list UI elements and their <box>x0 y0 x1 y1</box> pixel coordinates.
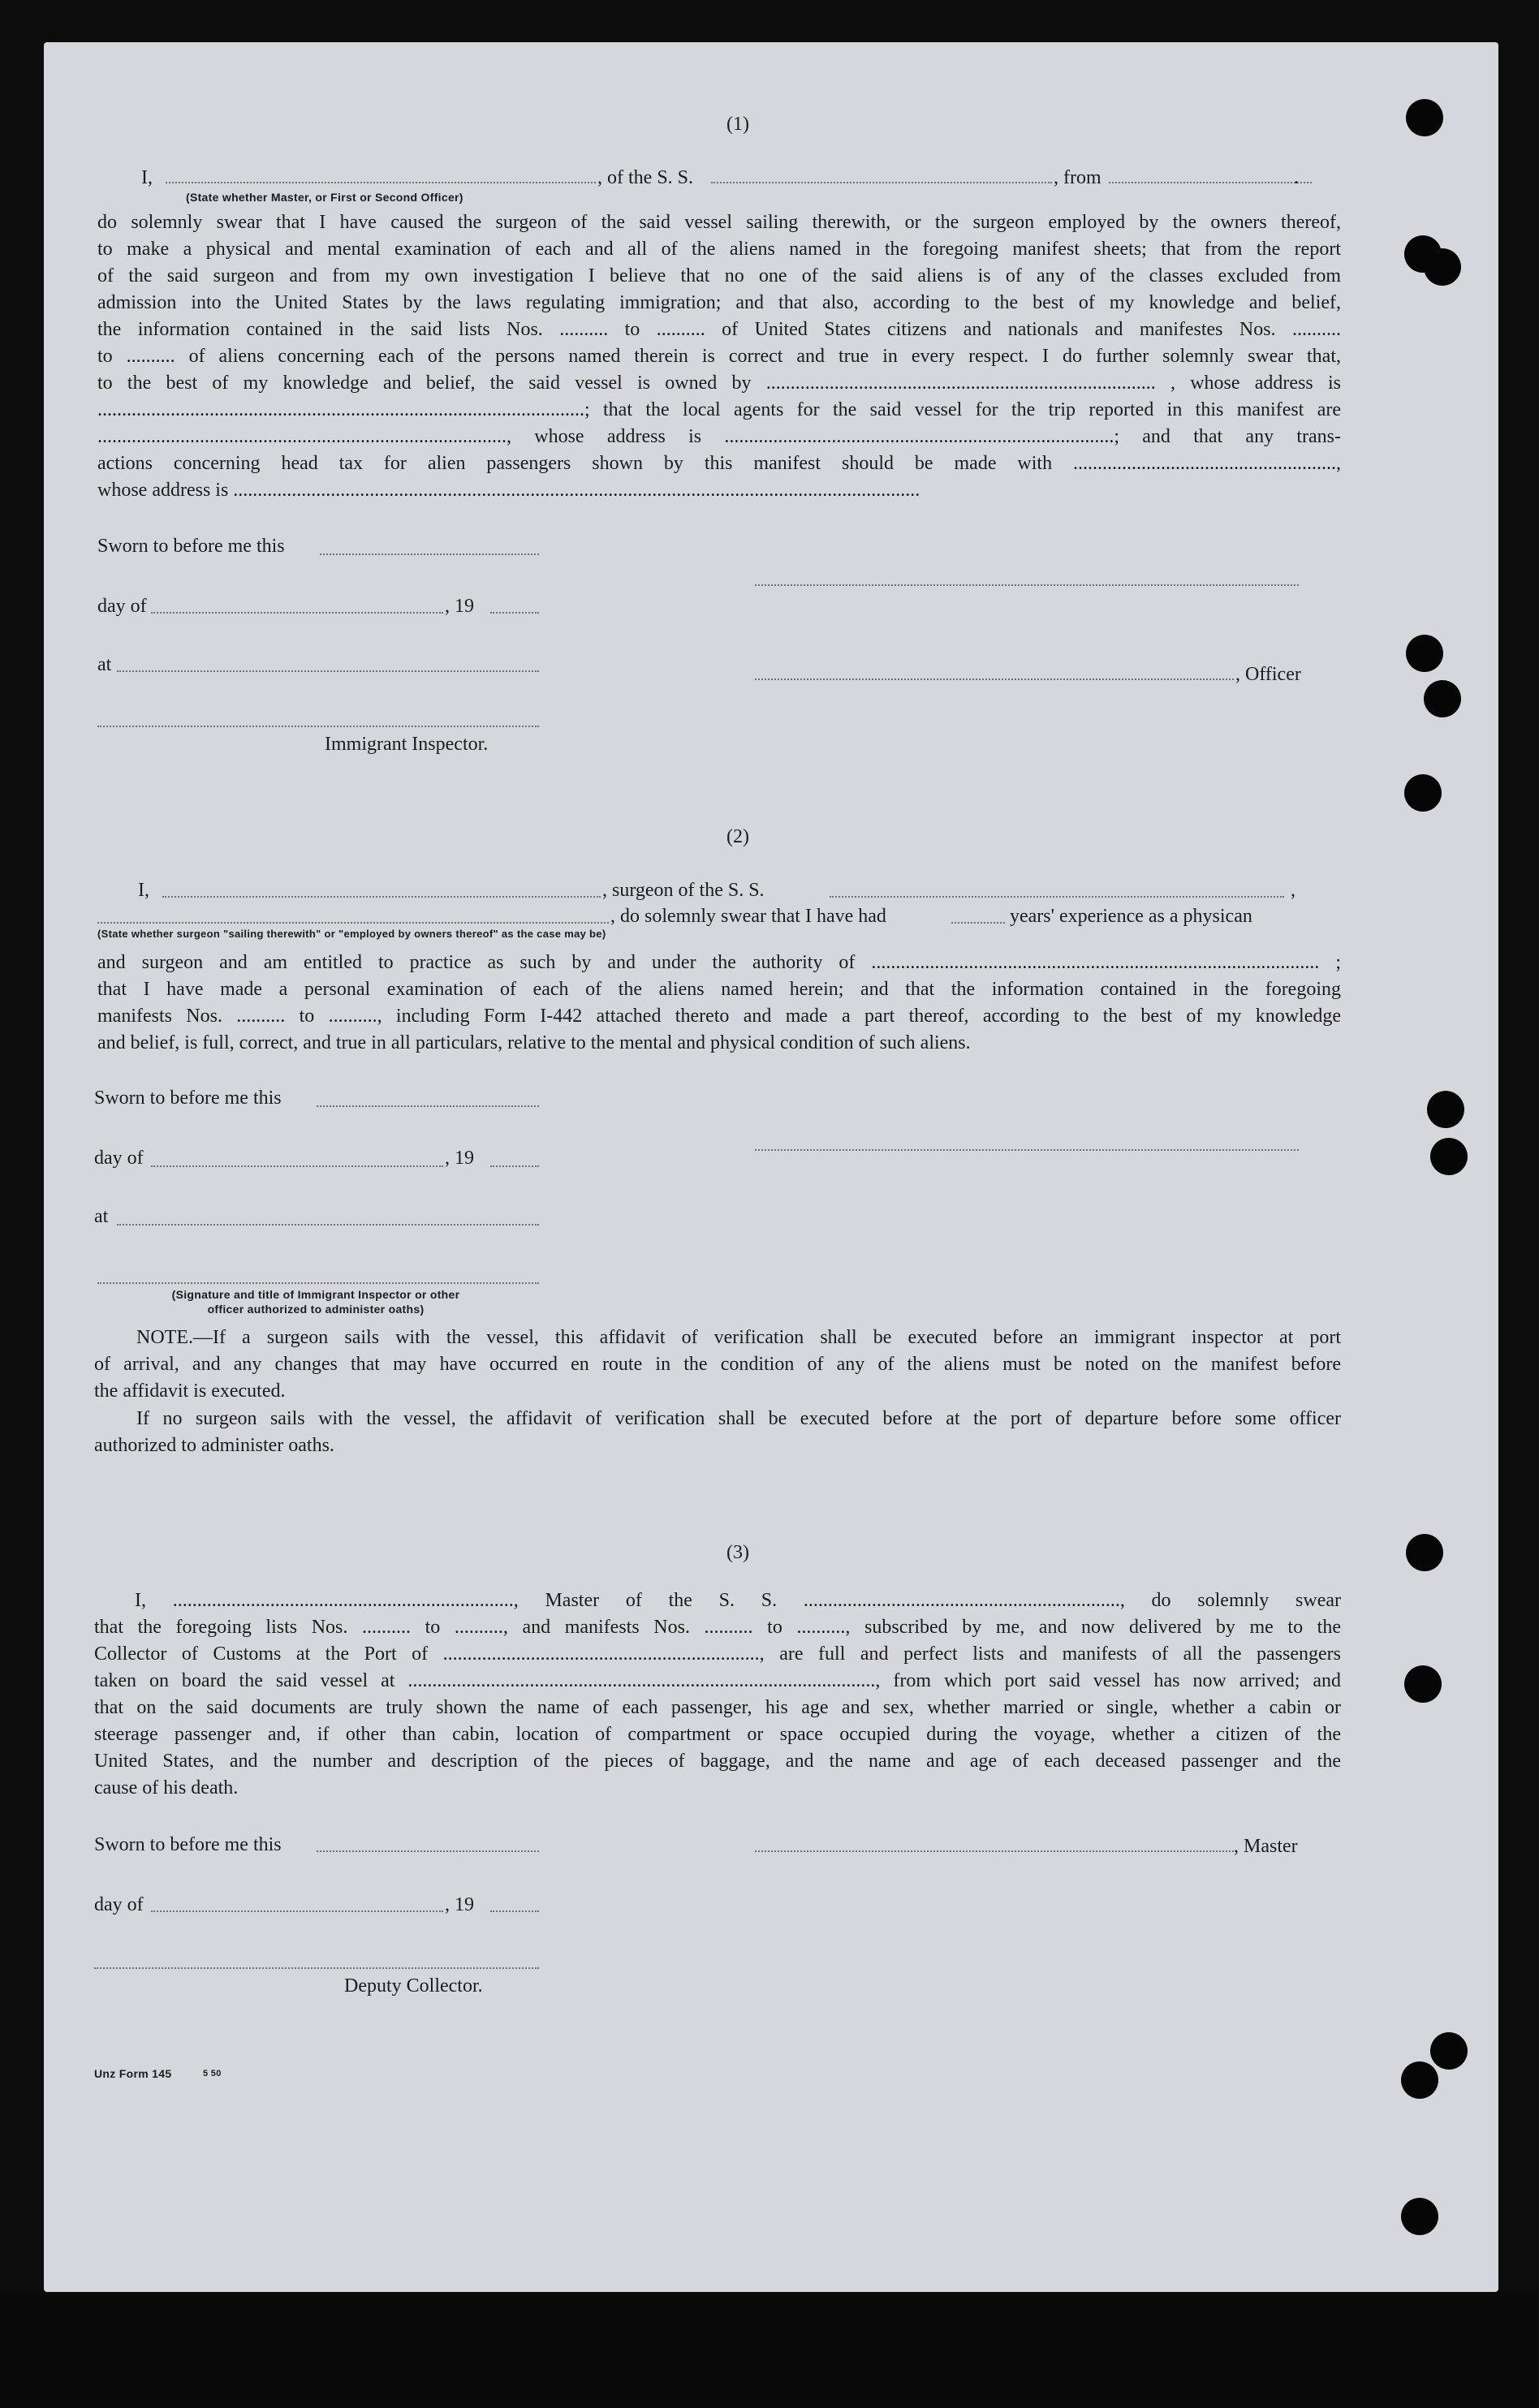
s1-body-line: ....................................................................................................; that the local agents for the said vessel for the trip reported in this manifest are <box>97 399 1341 420</box>
section-3-number: (3) <box>726 1542 749 1563</box>
s3-collector-label: Deputy Collector. <box>344 1975 483 1997</box>
s3-collector-line <box>94 1967 539 1969</box>
s1-officer-name-line <box>755 678 1234 680</box>
s2-swear-label: , do solemnly swear that I have had <box>610 906 886 927</box>
s2-surgeon-note: (State whether surgeon "sailing therewith" or "employed by owners thereof" as the case may be) <box>97 928 606 940</box>
scan-border <box>0 2292 1539 2408</box>
s3-body-line: that the foregoing lists Nos. .......... to .........., and manifests Nos. .......... to .........., subscribed by me, and now delivered by me to the <box>94 1617 1341 1638</box>
punch-hole <box>1406 635 1443 672</box>
s3-year-blank <box>490 1910 539 1912</box>
s1-i-label: I, <box>141 167 153 188</box>
note-paragraph-1 <box>94 1325 1341 1405</box>
punch-hole <box>1427 1091 1464 1128</box>
s3-body-line: cause of his death. <box>94 1777 239 1798</box>
s2-line-end: , <box>1291 880 1295 901</box>
punch-hole <box>1406 99 1443 136</box>
s1-inspector-label: Immigrant Inspector. <box>325 734 489 755</box>
s1-from-label: , from <box>1054 167 1101 188</box>
s1-body-line: do solemnly swear that I have caused the surgeon of the said vessel sailing therewith, or the surgeon employed by the owners thereof, <box>97 212 1341 233</box>
s2-surgeon-signature-line <box>755 1149 1299 1151</box>
punch-hole <box>1401 2061 1438 2099</box>
s3-master-label: , Master <box>1234 1836 1298 1857</box>
s2-capacity-blank <box>97 922 609 924</box>
s1-body-line: the information contained in the said lists Nos. .......... to .......... of United States citizens and nationals and manifestes Nos. .......... <box>97 319 1341 340</box>
note-line: If no surgeon sails with the vessel, the affidavit of verification shall be executed before at the port of departure before some officer <box>136 1408 1341 1429</box>
s3-sworn-label: Sworn to before me this <box>94 1834 282 1855</box>
s2-signature-note <box>125 1287 507 1316</box>
s1-body-line: ...................................................................................., whose address is ................................................................................; and that any trans- <box>97 426 1341 447</box>
s1-body-line: actions concerning head tax for alien passengers shown by this manifest should be made with ......................................................, <box>97 453 1341 474</box>
punch-hole <box>1406 1534 1443 1571</box>
s2-inspector-line <box>97 1282 539 1284</box>
s1-at-blank <box>117 670 539 672</box>
s1-officer-label: , Officer <box>1235 664 1301 685</box>
s2-signature-note-line: (Signature and title of Immigrant Inspector or other <box>171 1288 460 1301</box>
manifest-affidavit-page <box>44 42 1498 2292</box>
s1-inspector-line <box>97 726 539 727</box>
s2-body-line: that I have made a personal examination of each of the aliens named herein; and that the information contained in the foregoing <box>97 979 1341 1000</box>
s2-day-of-label: day of <box>94 1148 144 1169</box>
note-line: of arrival, and any changes that may have occurred en route in the condition of any of the aliens must be noted on the manifest before <box>94 1354 1341 1375</box>
s1-body-line: to make a physical and mental examination of each and all of the aliens named in the foregoing manifest sheets; that from the report <box>97 239 1341 260</box>
form-revision: 5 50 <box>203 2069 222 2078</box>
s1-body-line: whose address is ............................................................................................................................................. <box>97 480 920 501</box>
s1-year-blank <box>490 612 539 614</box>
punch-hole <box>1404 1665 1442 1703</box>
s3-day-of-label: day of <box>94 1894 144 1915</box>
s3-body-line: I, ......................................................................, Master of the S. S. ................................................................., do solemnly swear <box>135 1590 1341 1611</box>
note-line: NOTE.—If a surgeon sails with the vessel, this affidavit of verification shall be executed before an immigrant inspector at port <box>136 1327 1341 1348</box>
s2-body-line: and surgeon and am entitled to practice as such by and under the authority of ............................................................................................ ; <box>97 952 1341 973</box>
s2-body-line: manifests Nos. .......... to .........., including Form I-442 attached thereto and made a part thereof, according to the best of my knowledge <box>97 1006 1341 1027</box>
s1-body-line: to the best of my knowledge and belief, the said vessel is owned by ................................................................................ , whose address is <box>97 373 1341 394</box>
punch-hole <box>1404 774 1442 812</box>
s1-sworn-blank <box>320 554 539 555</box>
s3-body-line: Collector of Customs at the Port of ................................................................., are full and perfect lists and manifests of all the passengers <box>94 1643 1341 1665</box>
s1-body-line: of the said surgeon and from my own investigation I believe that no one of the said aliens is of any of the classes excluded from <box>97 265 1341 286</box>
note-paragraph-2 <box>94 1406 1341 1459</box>
s1-line-end: . <box>1294 167 1299 188</box>
s3-year-label: , 19 <box>445 1894 474 1915</box>
s1-ship-blank <box>711 182 1052 183</box>
punch-hole <box>1430 2032 1468 2070</box>
s2-ship-blank <box>830 896 1284 898</box>
s2-body-line: and belief, is full, correct, and true in all particulars, relative to the mental and physical condition of such aliens. <box>97 1032 971 1053</box>
s3-body-line: United States, and the number and description of the pieces of baggage, and the name and age of each deceased passenger and the <box>94 1751 1341 1772</box>
s1-officer-signature-line <box>755 584 1299 586</box>
s2-at-blank <box>117 1224 539 1226</box>
s1-sworn-label: Sworn to before me this <box>97 536 285 557</box>
note-line: authorized to administer oaths. <box>94 1435 334 1456</box>
form-id: Unz Form 145 <box>94 2067 172 2080</box>
s3-body-line: steerage passenger and, if other than cabin, location of compartment or space occupied during the voyage, whether a citizen of the <box>94 1724 1341 1745</box>
s2-signature-note-line: officer authorized to administer oaths) <box>207 1303 425 1316</box>
punch-hole <box>1424 680 1461 717</box>
punch-hole <box>1401 2198 1438 2235</box>
s3-day-blank <box>151 1910 443 1912</box>
s2-body <box>97 950 1341 1057</box>
s3-body-line: that on the said documents are truly shown the name of each passenger, his age and sex, whether married or single, whether a cabin or <box>94 1697 1341 1718</box>
section-2-number: (2) <box>726 826 749 847</box>
s1-officer-blank <box>166 182 596 183</box>
s2-surgeon-of-label: , surgeon of the S. S. <box>602 880 765 901</box>
s2-sworn-label: Sworn to before me this <box>94 1088 282 1109</box>
s1-at-label: at <box>97 654 112 675</box>
s2-i-label: I, <box>138 880 149 901</box>
s3-body <box>94 1587 1341 1802</box>
punch-hole <box>1424 248 1461 286</box>
s2-surgeon-blank <box>162 896 601 898</box>
s1-day-blank <box>151 612 443 614</box>
s1-of-ss-label: , of the S. S. <box>597 167 694 188</box>
s3-body-line: taken on board the said vessel at ................................................................................................, from which port said vessel has now arrived; and <box>94 1670 1341 1691</box>
section-1-number: (1) <box>726 114 749 135</box>
s1-year-label: , 19 <box>445 596 474 617</box>
s2-at-label: at <box>94 1206 109 1227</box>
s2-year-label: , 19 <box>445 1148 474 1169</box>
s1-body <box>97 209 1341 504</box>
s1-day-of-label: day of <box>97 596 147 617</box>
s2-years-blank <box>951 922 1005 924</box>
s2-year-blank <box>490 1165 539 1167</box>
note-line: the affidavit is executed. <box>94 1381 286 1402</box>
s3-master-signature-line <box>755 1850 1234 1852</box>
s2-sworn-blank <box>317 1105 539 1107</box>
s2-years-label: years' experience as a physican <box>1010 906 1252 927</box>
s1-body-line: admission into the United States by the laws regulating immigration; and that also, according to the best of my knowledge and belief, <box>97 292 1341 313</box>
punch-hole <box>1430 1138 1468 1175</box>
s1-from-blank <box>1109 182 1312 183</box>
s1-body-line: to .......... of aliens concerning each of the persons named therein is correct and true in every respect. I do further solemnly swear that, <box>97 346 1341 367</box>
s3-sworn-blank <box>317 1850 539 1852</box>
s2-day-blank <box>151 1165 443 1167</box>
s1-officer-note: (State whether Master, or First or Second Officer) <box>186 191 463 204</box>
